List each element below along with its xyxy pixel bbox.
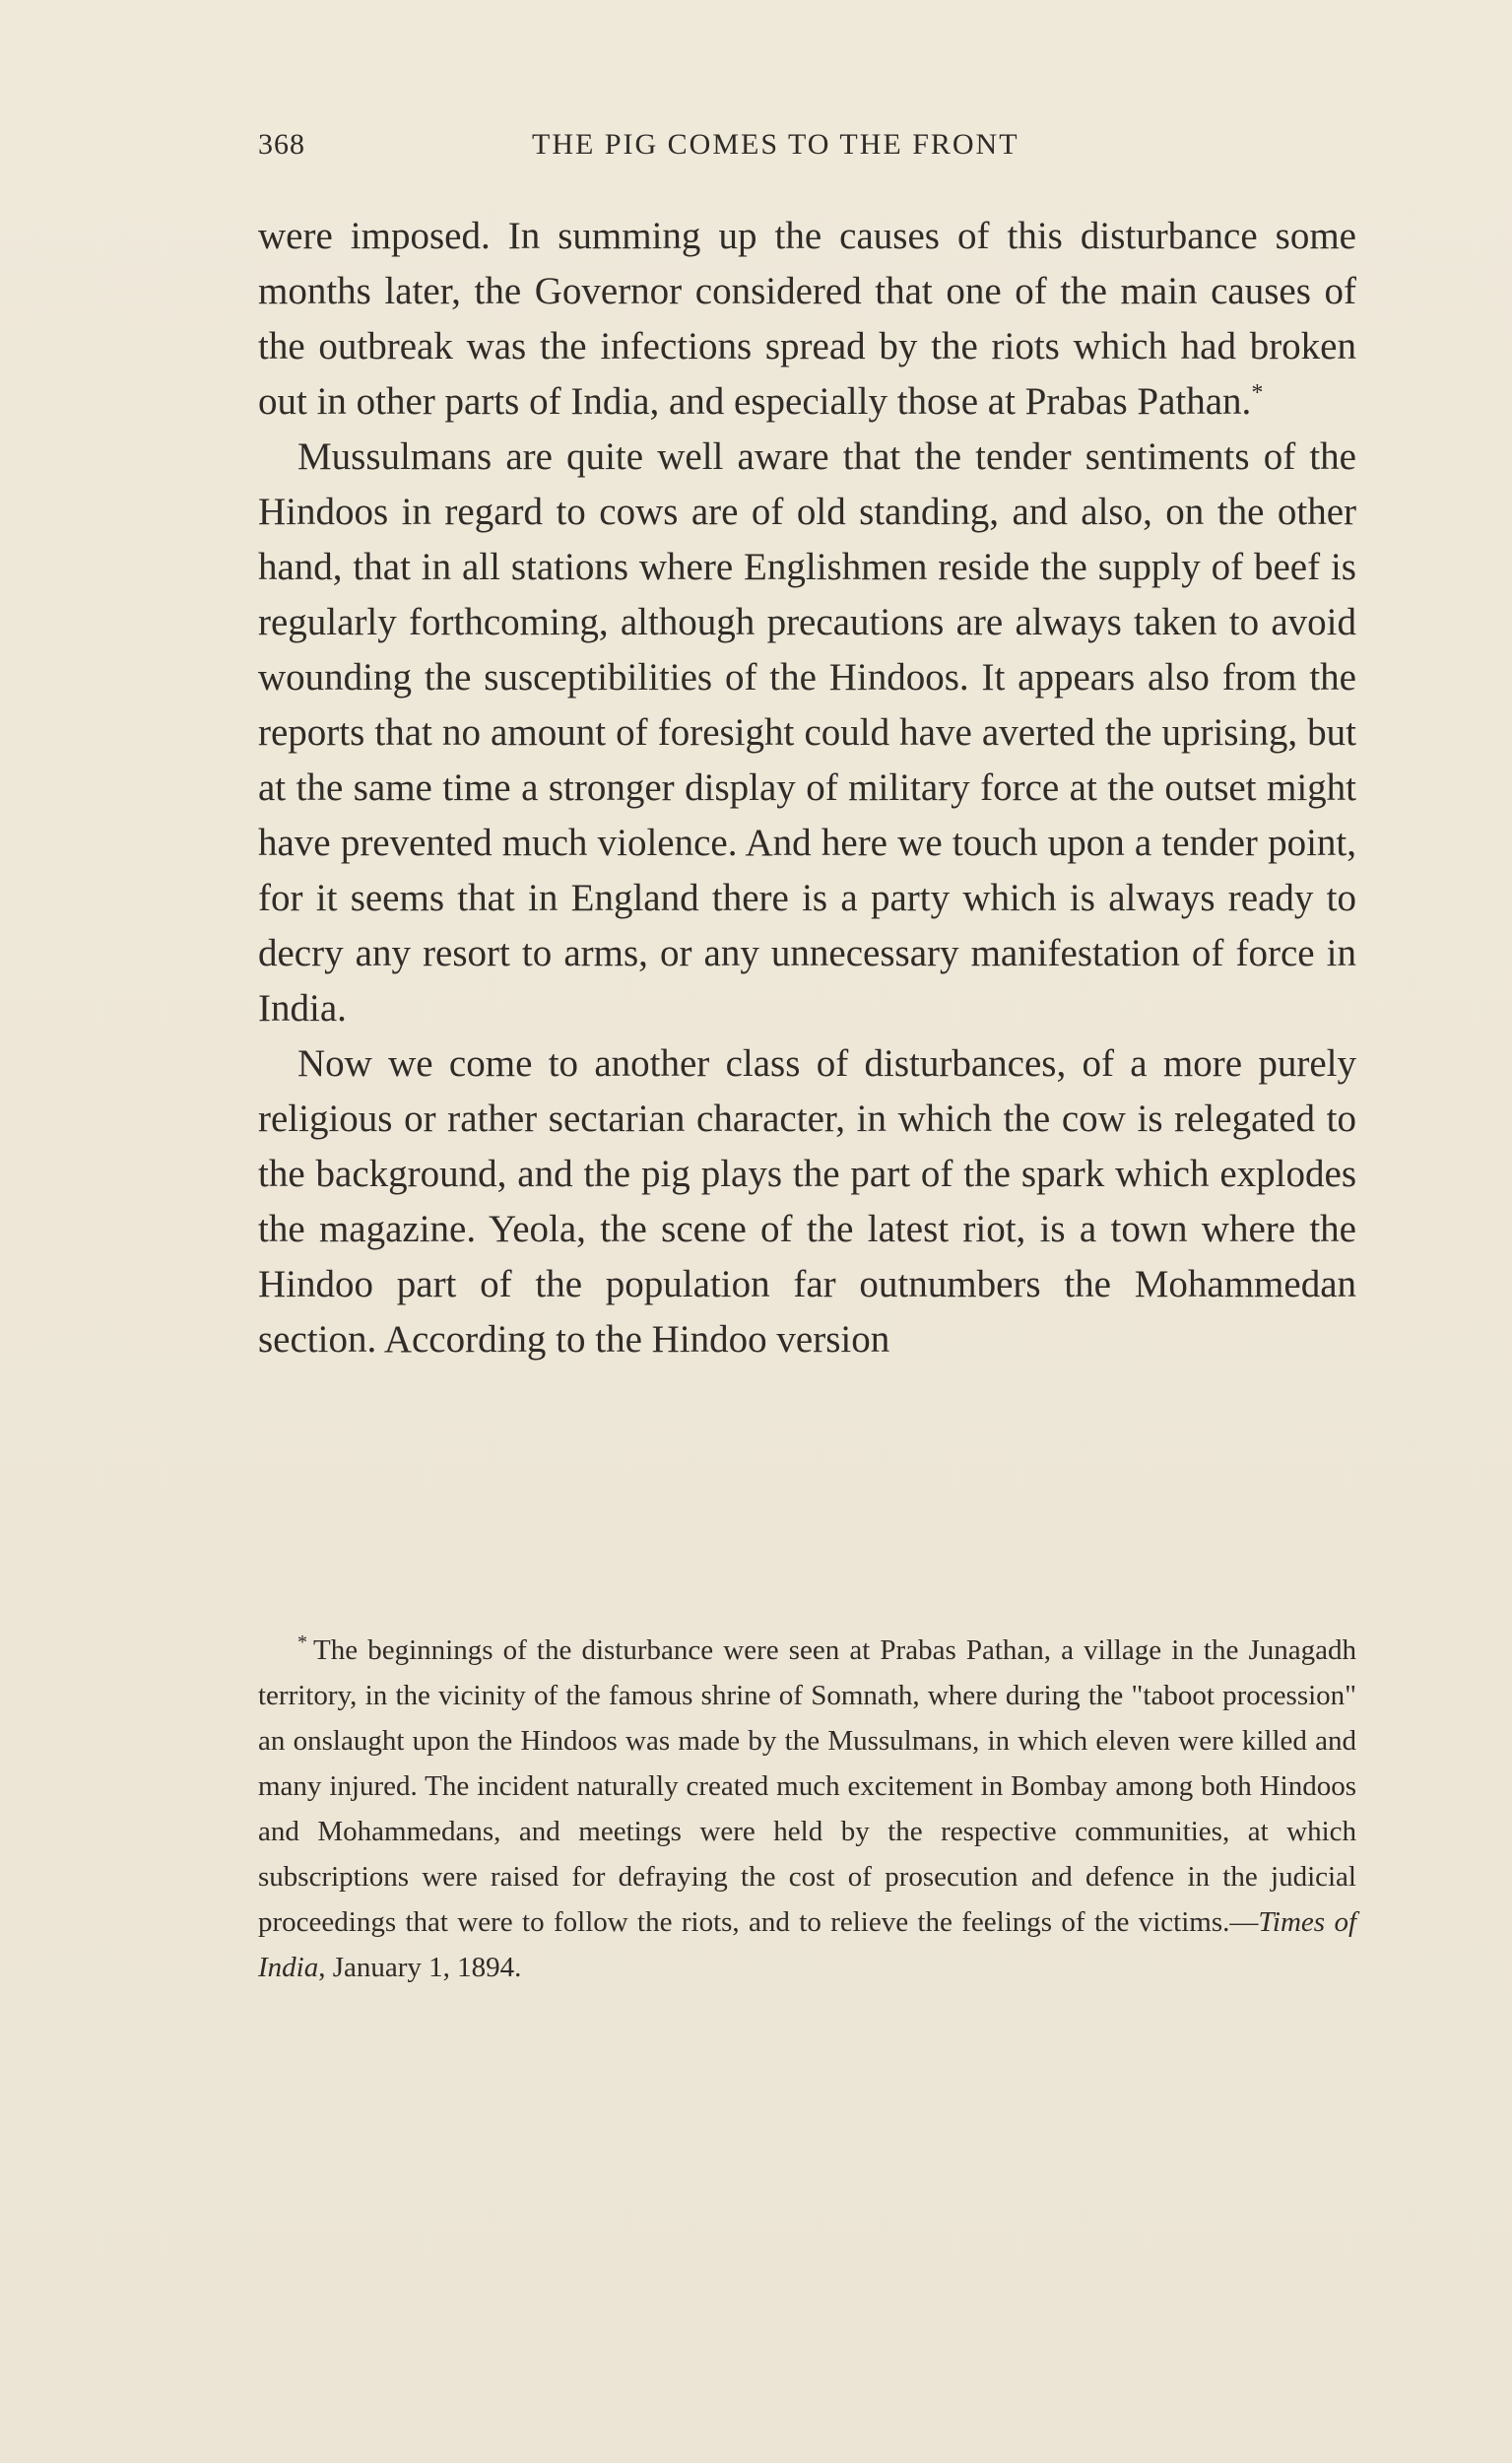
footnote-date: , January 1, 1894.: [318, 1952, 522, 1983]
footnote-source: Times of India: [258, 1906, 1357, 1983]
footnote: [258, 1628, 1356, 1990]
paragraph-1-text: were imposed. In summing up the causes of this disturbance some months later, the Governor considered that one of the main causes of the outbreak was the infections spread by the riots which had broken out in other parts of India, and especially those at Prabas Pathan.: [258, 215, 1356, 423]
paragraph-1: [258, 209, 1356, 430]
main-text: [258, 209, 1356, 1367]
page-number: 368: [258, 128, 305, 161]
running-head: THE PIG COMES TO THE FRONT: [532, 128, 1019, 161]
footnote-reference: *: [1251, 380, 1264, 406]
page-header: [258, 128, 1366, 171]
paragraph-2: Mussulmans are quite well aware that the tender sentiments of the Hindoos in regard to cows are of old standing, and also, on the other hand, that in all stations where Englishmen reside the supply of beef is regularly forthcoming, although precautions are always taken to avoid wounding the susceptibilities of the Hindoos. It appears also from the reports that no amount of foresight could have averted the uprising, but at the same time a stronger display of military force at the outset might have prevented much violence. And here we touch upon a tender point, for it seems that in England there is a party which is always ready to decry any resort to arms, or any unnecessary manifestation of force in India.: [258, 435, 1356, 1030]
footnote-text: The beginnings of the disturbance were seen at Prabas Pathan, a village in the Junagadh territory, in the vicinity of the famous shrine of Somnath, where during the "taboot procession" an onslaught upon the Hindoos was made by the Mussulmans, in which eleven were killed and many injured. The incident naturally created much excitement in Bombay among both Hindoos and Mohammedans, and meetings were held by the respective communities, at which subscriptions were raised for defraying the cost of prosecution and defence in the judicial proceedings that were to follow the riots, and to relieve the feelings of the victims.—: [258, 1634, 1356, 1938]
paragraph-3: Now we come to another class of disturbances, of a more purely religious or rather sectarian character, in which the cow is relegated to the background, and the pig plays the part of the spark which explodes the magazine. Yeola, the scene of the latest riot, is a town where the Hindoo part of the population far outnumbers the Mohammedan section. According to the Hindoo version: [258, 1042, 1356, 1361]
footnote-marker: *: [297, 1631, 307, 1654]
